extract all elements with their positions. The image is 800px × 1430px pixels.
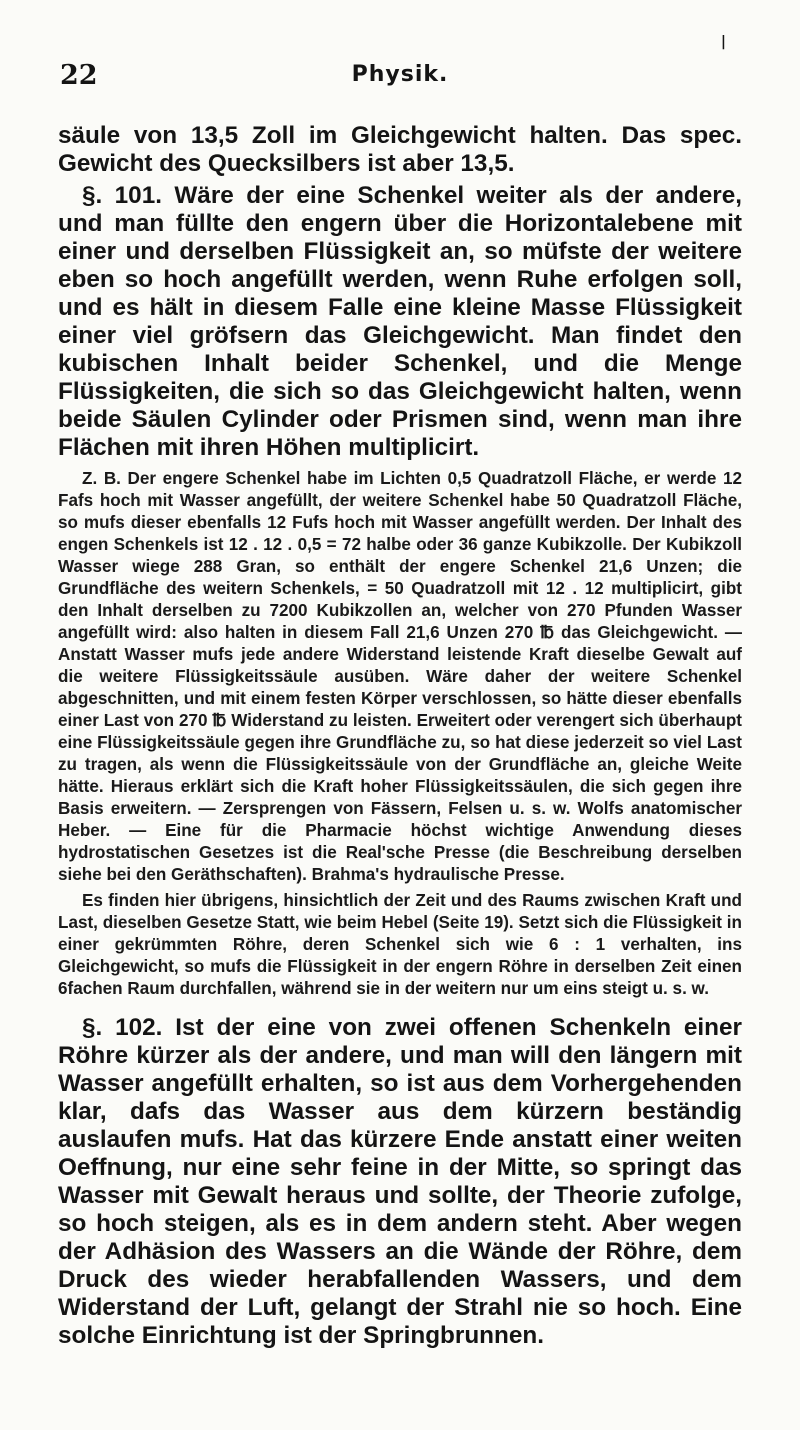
note-force-and-load: Es finden hier übrigens, hinsichtlich der Zeit und des Raums zwischen Kraft und Last, dieselben Gesetze Statt, wie beim Hebel (Seite 19). Setzt sich die Flüssigkeit in einer gekrümmten Röhre, deren Schenkel sich wie 6 : 1 verhalten, ins Gleichgewicht, so mufs die Flüssigkeit in der engern Röhre in derselben Zeit einen 6fachen Raum durchfallen, während sie in der weitern nur um eins steigt u. s. w. [58, 891, 742, 998]
paragraph-section-102: §. 102. Ist der eine von zwei offenen Schenkeln einer Röhre kürzer als der andere, und man will den längern mit Wasser angefüllt erhalten, so ist aus dem Vorhergehenden klar, dafs das Wasser aus dem kürzern beständig auslaufen mufs. Hat das kürzere Ende anstatt einer weiten Oeffnung, nur eine sehr feine in der Mitte, so springt das Wasser mit Gewalt heraus und sollte, der Theorie zufolge, so hoch steigen, als es in dem andern steht. Aber wegen der Adhäsion des Wassers an die Wände der Röhre, dem Druck des wieder herabfallenden Wassers, und dem Widerstand der Luft, gelangt der Strahl nie so hoch. Eine solche Einrichtung ist der Springbrunnen. [58, 1014, 742, 1349]
page-header [60, 34, 740, 100]
paragraph-continuation: säule von 13,5 Zoll im Gleichgewicht halten. Das spec. Gewicht des Quecksilbers ist aber 13,5. [58, 122, 742, 177]
page-body [58, 122, 742, 1350]
paragraph-section-101: §. 101. Wäre der eine Schenkel weiter als der andere, und man füllte den engern über die Horizontalebene mit einer und derselben Flüssigkeit an, so müfste der weitere eben so hoch angefüllt werden, wenn Ruhe erfolgen soll, und es hält in diesem Falle eine kleine Masse Flüssigkeit einer viel gröfsern das Gleichgewicht. Man findet den kubischen Inhalt beider Schenkel, und die Menge Flüssigkeiten, die sich so das Gleichgewicht halten, wenn beide Säulen Cylinder oder Prismen sind, wenn man ihre Flächen mit ihren Höhen multiplicirt. [58, 182, 742, 461]
running-head: Physik. [351, 62, 449, 87]
corner-mark: | [720, 34, 726, 50]
page-number: 22 [60, 60, 98, 91]
note-example: Z. B. Der engere Schenkel habe im Lichten 0,5 Quadratzoll Fläche, er werde 12 Fafs hoch mit Wasser angefüllt, der weitere Schenkel habe 50 Quadratzoll Fläche, so mufs dieser ebenfalls 12 Fufs hoch mit Wasser angefüllt werden. Der Inhalt des engen Schenkels ist 12 . 12 . 0,5 = 72 halbe oder 36 ganze Kubikzolle. Der Kubikzoll Wasser wiege 288 Gran, so enthält der engere Schenkel 21,6 Unzen; die Grundfläche des weitern Schenkels, = 50 Quadratzoll mit 12 . 12 multiplicirt, gibt den Inhalt derselben zu 7200 Kubikzollen an, welcher von 270 Pfunden Wasser angefüllt wird: also halten in diesem Fall 21,6 Unzen 270 ℔ das Gleichgewicht. — Anstatt Wasser mufs jede andere Widerstand leistende Kraft dieselbe Gewalt auf die weitere Flüssigkeitssäule ausüben. Wäre daher der weitere Schenkel abgeschnitten, und mit einem festen Körper verschlossen, so hätte dieser ebenfalls einer Last von 270 ℔ Widerstand zu leisten. Erweitert oder verengert sich überhaupt eine Flüssigkeitssäule gegen ihre Grundfläche zu, so hat diese jederzeit so viel Last zu tragen, als wenn die Flüssigkeitssäule von der Grundfläche an, gleiche Weite hätte. Hieraus erklärt sich die Kraft hoher Flüssigkeitssäulen, die sich gegen ihre Basis erweitern. — Zersprengen von Fässern, Felsen u. s. w. Wolfs anatomischer Heber. — Eine für die Pharmacie höchst wichtige Anwendung dieses hydrostatischen Gesetzes ist die Real'sche Presse (die Beschreibung derselben siehe bei den Geräthschaften). Brahma's hydraulische Presse. [58, 469, 742, 884]
